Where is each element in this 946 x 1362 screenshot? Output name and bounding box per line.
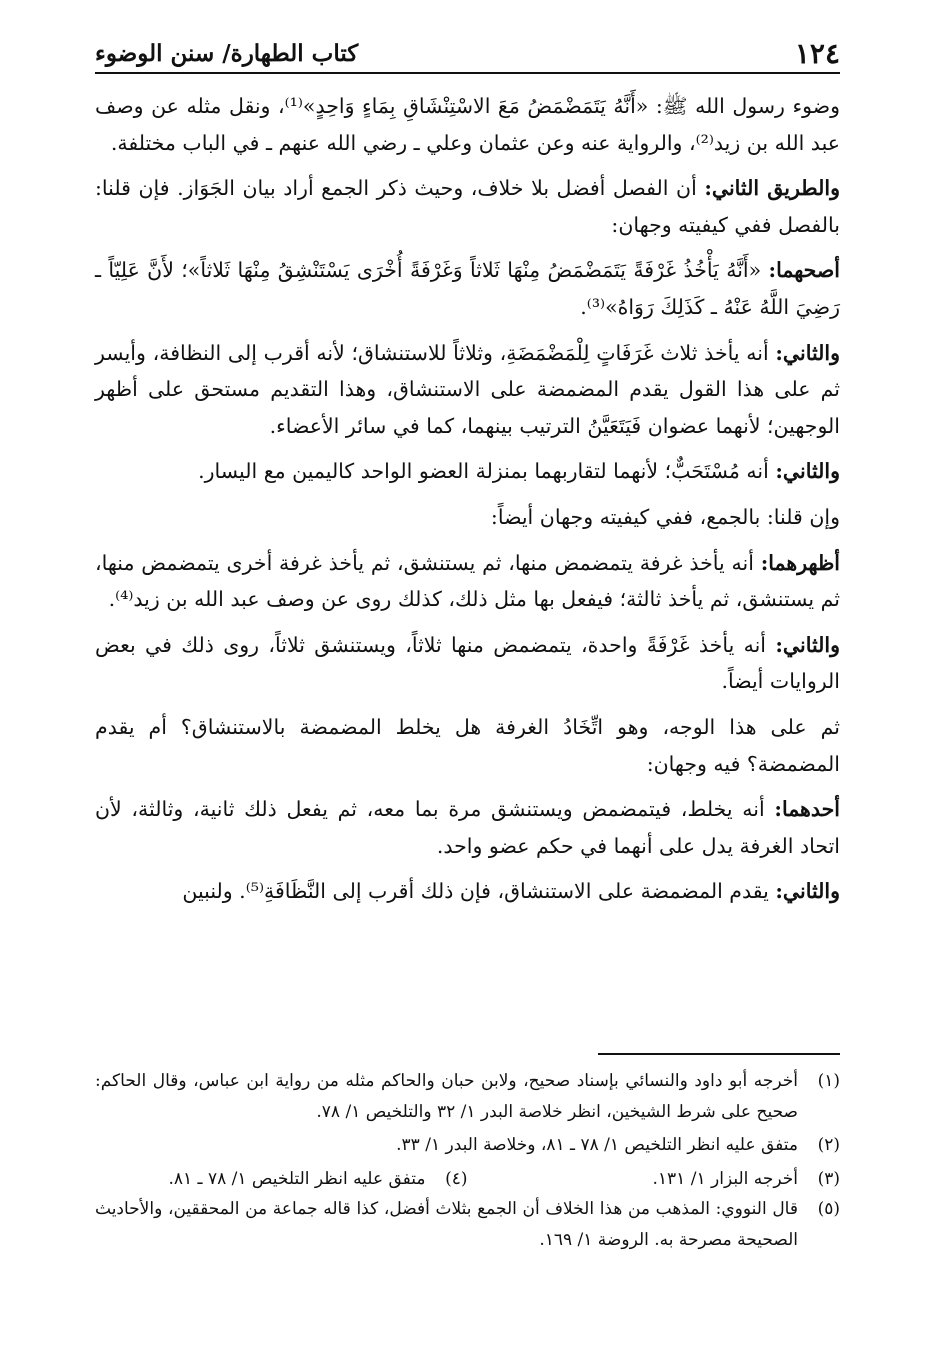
- footnote-number: (٣): [817, 1168, 840, 1189]
- paragraph: [95, 335, 840, 445]
- footnotes: [95, 1066, 840, 1258]
- paragraph-lead: والثاني:: [775, 340, 840, 365]
- paragraph-text: أن الفصل أفضل بلا خلاف، وحيث ذكر الجمع أراد بيان الجَوَاز. فإن قلنا: بالفصل ففي كيفيته وجهان:: [95, 176, 840, 237]
- footnote-5: [95, 1194, 840, 1255]
- paragraph-lead: أحدهما:: [774, 797, 840, 822]
- paragraph-lead: والثاني:: [775, 879, 840, 904]
- footnote-row-3-4: [95, 1164, 840, 1195]
- paragraph-lead: والطريق الثاني:: [704, 176, 840, 201]
- main-text: [95, 88, 840, 919]
- footnote-3: [468, 1164, 841, 1195]
- page-number: ١٢٤: [794, 36, 840, 70]
- running-title: كتاب الطهارة/ سنن الوضوء: [95, 39, 359, 67]
- paragraph: [95, 873, 840, 910]
- paragraph-text: يقدم المضمضة على الاستنشاق، فإن ذلك أقرب إلى النَّظَافَةِ⁽⁵⁾. ولنبين: [182, 879, 769, 904]
- paragraph: [95, 170, 840, 243]
- footnote-text: متفق عليه انظر التلخيص ١/ ٧٨ ـ ٨١، وخلاصة البدر ١/ ٣٣.: [396, 1135, 798, 1155]
- paragraph: [95, 627, 840, 700]
- footnote-4: [95, 1164, 468, 1195]
- footnote-number: (٥): [817, 1199, 840, 1219]
- paragraph-text: وإن قلنا: بالجمع، ففي كيفيته وجهان أيضاً:: [490, 504, 840, 529]
- footnote-number: (٤): [445, 1168, 468, 1189]
- paragraph-text: أنه يخلط، فيتمضمض ويستنشق مرة بما معه، ثم يفعل ذلك ثانية، وثالثة، لأن اتحاد الغرفة يدل على أنهما في حكم عضو واحد.: [95, 797, 840, 858]
- paragraph: [95, 791, 840, 864]
- paragraph-lead: والثاني:: [775, 632, 840, 657]
- paragraph-lead: والثاني:: [775, 459, 840, 484]
- footnote-rule: [598, 1053, 840, 1055]
- paragraph-text: ثم على هذا الوجه، وهو اتِّخَادُ الغرفة هل يخلط المضمضة بالاستنشاق؟ أم يقدم المضمضة؟ فيه وجهان:: [95, 714, 840, 776]
- footnote-number: (٢): [817, 1135, 840, 1155]
- footnote-text: أخرجه أبو داود والنسائي بإسناد صحيح، ولابن حبان والحاكم مثله من رواية ابن عباس، وقال الحاكم: صحيح على شرط الشيخين، انظر خلاصة البدر ١/ ٣٢ والتلخيص ١/ ٧٨.: [95, 1071, 798, 1122]
- page-header: [95, 36, 840, 70]
- paragraph: [95, 252, 840, 325]
- paragraph-text: أنه يأخذ غَرْفَةً واحدة، يتمضمض منها ثلاثاً، ويستنشق ثلاثاً، روى ذلك في بعض الروايات أيضاً.: [95, 632, 840, 694]
- paragraph: [95, 709, 840, 782]
- footnote-text: متفق عليه انظر التلخيص ١/ ٧٨ ـ ٨١.: [168, 1168, 426, 1189]
- paragraph-lead: أصحهما:: [768, 258, 840, 283]
- paragraph: [95, 88, 840, 161]
- footnote-1: [95, 1066, 840, 1127]
- paragraph: [95, 453, 840, 490]
- footnote-text: أخرجه البزار ١/ ١٣١.: [652, 1168, 798, 1189]
- footnote-text: قال النووي: المذهب من هذا الخلاف أن الجمع بثلاث أفضل، كذا قاله جماعة من المحققين، والأحاديث الصحيحة مصرحة به. الروضة ١/ ١٦٩.: [95, 1199, 798, 1250]
- footnote-2: [95, 1130, 840, 1161]
- paragraph: [95, 545, 840, 618]
- paragraph-text: وضوء رسول الله ﷺ: «أَنَّهُ يَتَمَضْمَضُ مَعَ الاسْتِنْشَاقِ بِمَاءٍ وَاحِدٍ»⁽¹⁾، ونقل مثله عن وصف عبد الله بن زيد⁽²⁾، والرواية عنه وعن عثمان وعلي ـ رضي الله عنهم ـ في الباب مختلفة.: [95, 94, 841, 155]
- paragraph-text: «أَنَّهُ يَأْخُذُ غَرْفَةً يَتَمَضْمَضُ مِنْهَا ثَلاثاً وَغَرْفَةً أُخْرَى يَسْتَنْشِقُ مِنْهَا ثَلاثاً»؛ لأَنَّ عَلِيّاً ـ رَضِيَ اللَّهُ عَنْهُ ـ كَذَلِكَ رَوَاهُ»⁽³⁾.: [95, 258, 840, 319]
- paragraph-lead: أظهرهما:: [760, 550, 840, 575]
- footnote-number: (١): [817, 1071, 840, 1091]
- header-rule: [95, 72, 840, 74]
- paragraph-text: أنه مُسْتَحَبٌّ؛ لأنهما لتقاربهما بمنزلة العضو الواحد كاليمين مع اليسار.: [198, 459, 769, 484]
- paragraph: [95, 499, 840, 536]
- paragraph-text: أنه يأخذ غرفة يتمضمض منها، ثم يستنشق، ثم يأخذ غرفة أخرى يتمضمض منها، ثم يستنشق، ثم يأخذ ثالثة؛ فيفعل بها مثل ذلك، كذلك روى عن وصف عبد الله بن زيد⁽⁴⁾.: [95, 550, 840, 612]
- paragraph-text: أنه يأخذ ثلاث غَرَفَاتٍ لِلْمَضْمَضَةِ، وثلاثاً للاستنشاق؛ لأنه أقرب إلى النظافة، وأيسر ثم على هذا القول يقدم المضمضة على الاستنشاق، وهذا التقديم مستحق على أظهر الوجهين؛ لأنهما عضوان فَيَتَعَيَّنُ الترتيب بينهما، كما في سائر الأعضاء.: [95, 340, 840, 438]
